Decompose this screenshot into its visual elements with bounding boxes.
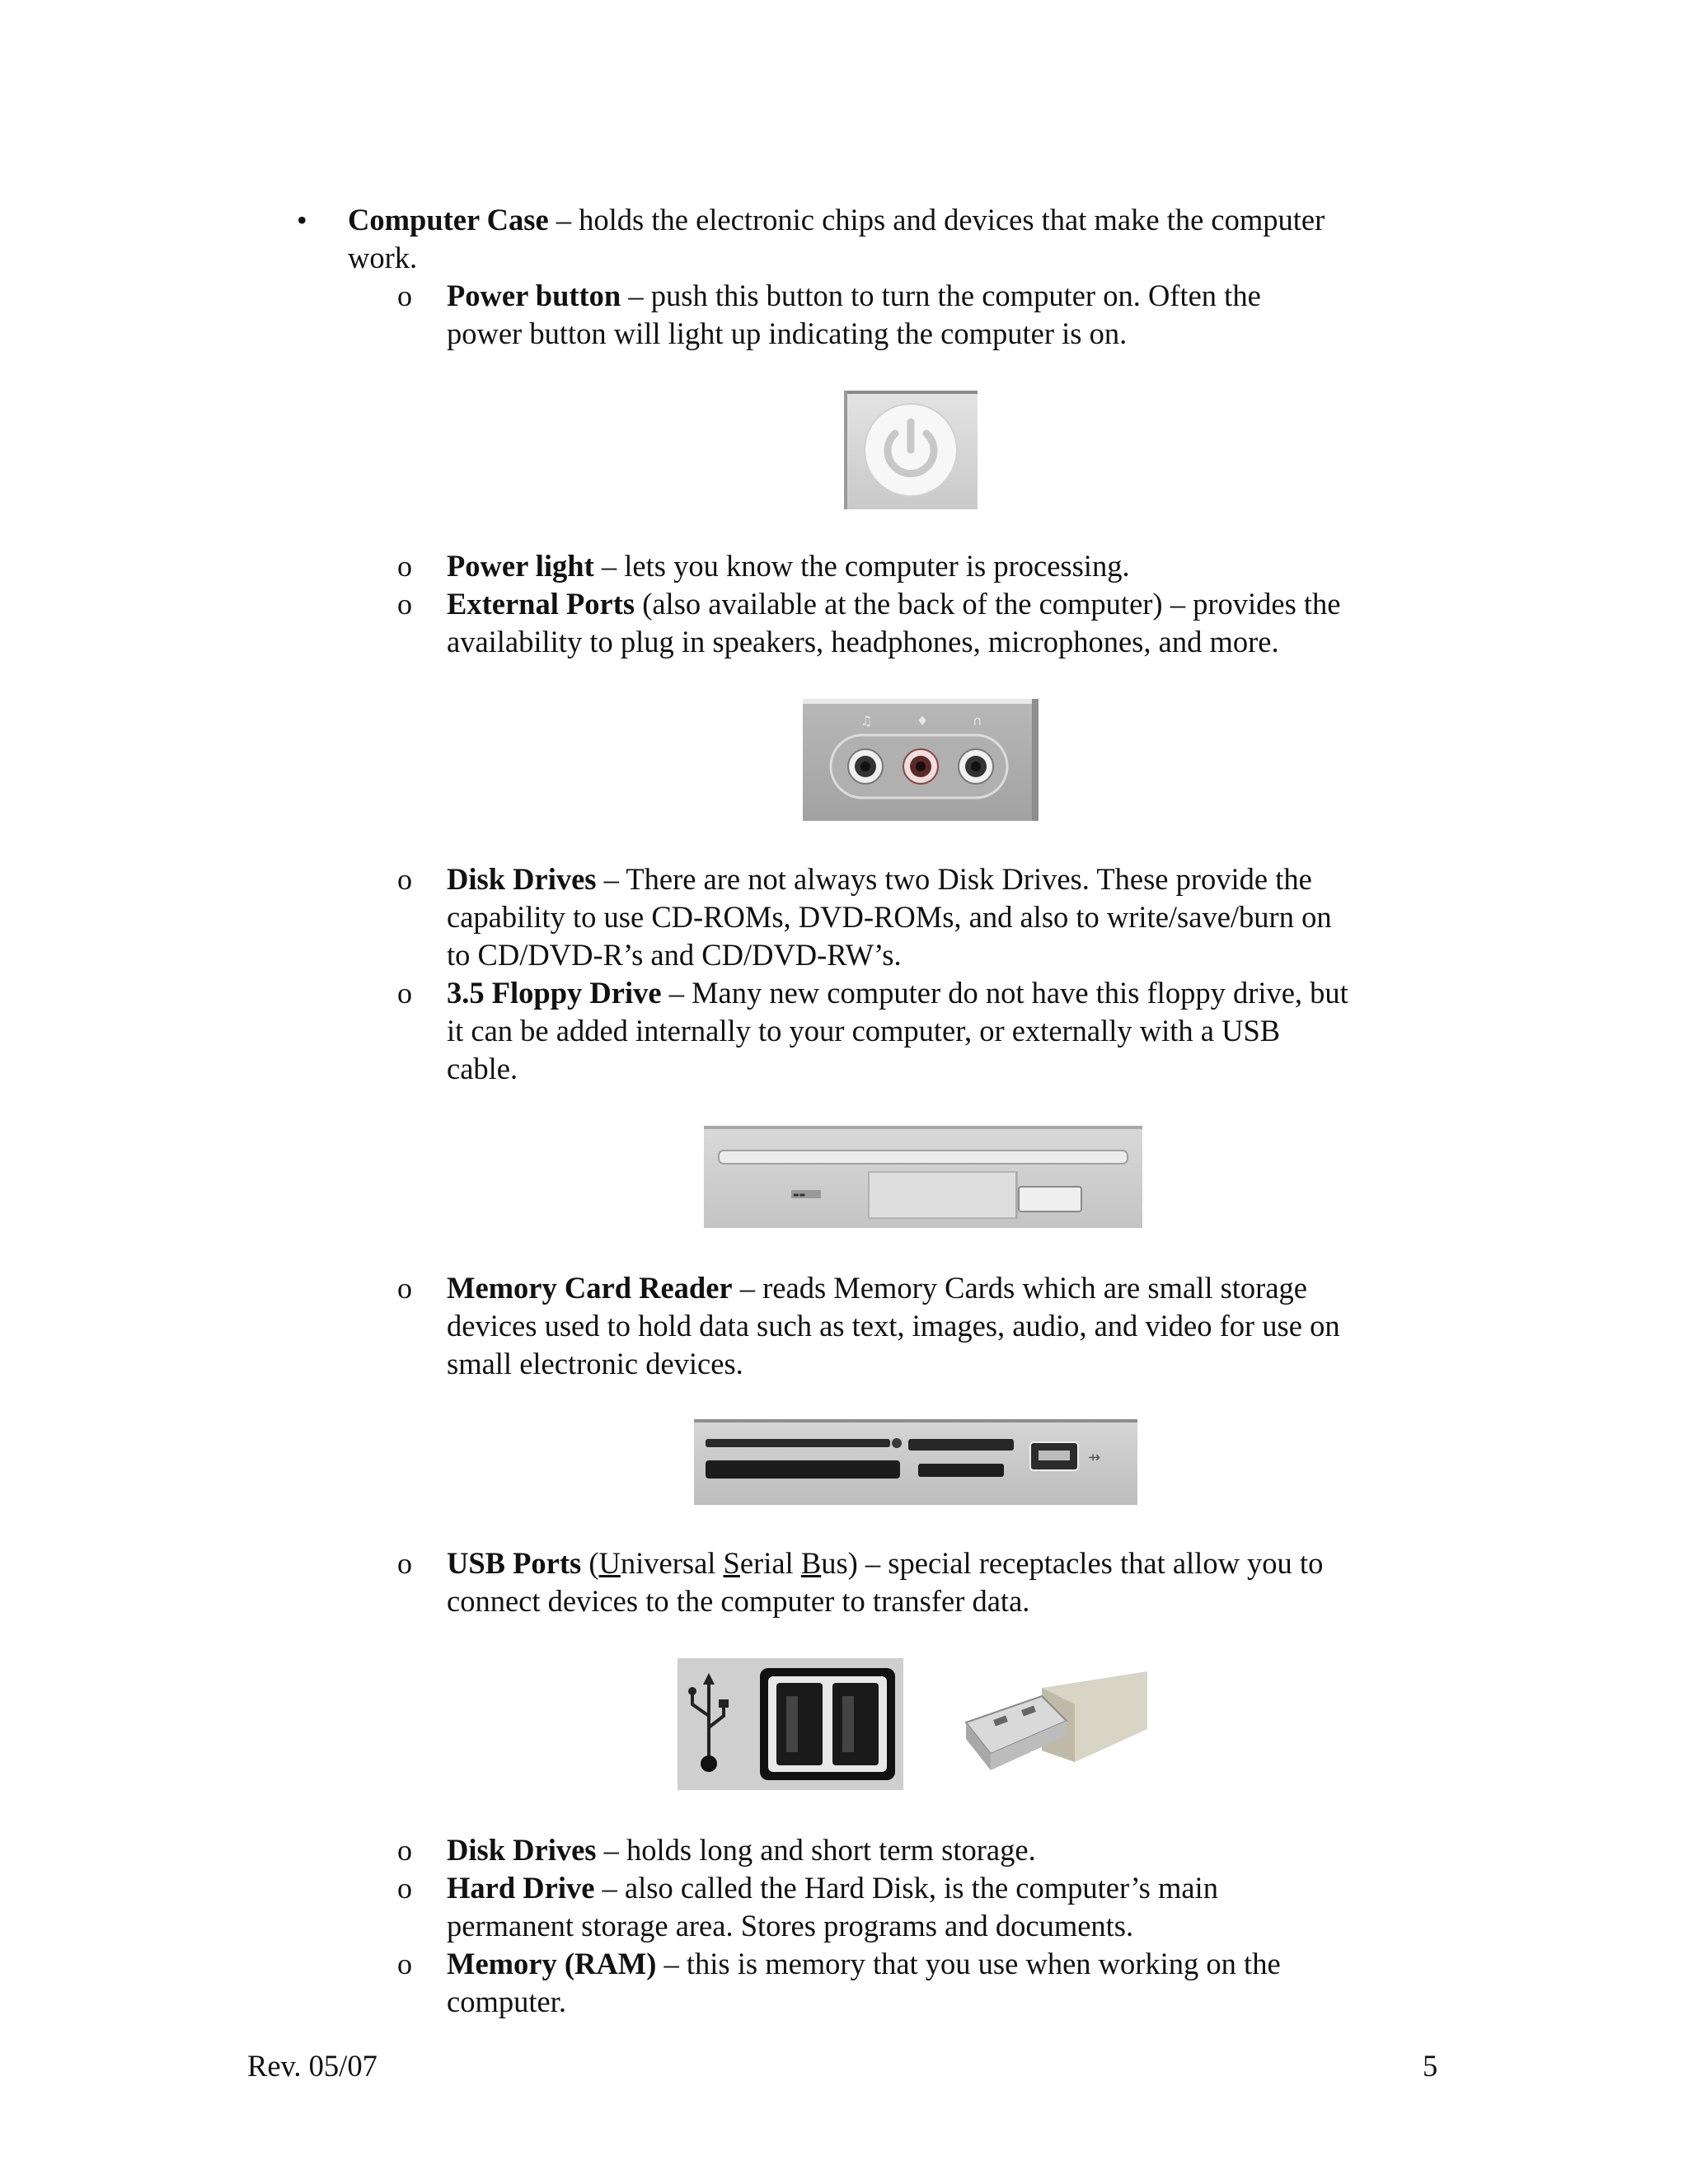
- power-button-line-1: [447, 277, 1261, 315]
- bullet-marker: •: [297, 204, 307, 237]
- sub-bullet-marker: o: [397, 550, 412, 583]
- audio-ports-photo: [803, 699, 1039, 821]
- floppy-desc: – Many new computer do not have this floppy drive, but: [661, 976, 1348, 1010]
- hard-drive-desc: – also called the Hard Disk, is the computer’s main: [594, 1871, 1218, 1905]
- sub-bullet-marker: o: [397, 1947, 412, 1980]
- power-button-desc: – push this button to turn the computer on. Often the: [621, 279, 1261, 312]
- card-reader-term: Memory Card Reader: [447, 1271, 733, 1305]
- eject-button-icon: [1019, 1187, 1081, 1212]
- card-reader-line-3: small electronic devices.: [447, 1347, 743, 1380]
- disk-drives-storage-desc: – holds long and short term storage.: [596, 1833, 1036, 1867]
- sub-bullet-marker: o: [397, 588, 412, 621]
- external-ports-line-2: availability to plug in speakers, headphones, microphones, and more.: [447, 625, 1279, 658]
- external-ports-line-1: [447, 585, 1341, 623]
- svg-text:▬▬: ▬▬: [793, 1191, 806, 1198]
- disk-drives-term: Disk Drives: [447, 862, 597, 896]
- usb-word-erial: erial: [739, 1546, 801, 1580]
- card-reader-line-2: devices used to hold data such as text, images, audio, and video for use on: [447, 1309, 1340, 1343]
- floppy-term: 3.5 Floppy Drive: [447, 976, 662, 1010]
- sub-bullet-marker: o: [397, 1547, 412, 1580]
- hard-drive-term: Hard Drive: [447, 1871, 595, 1905]
- ram-line-2: computer.: [447, 1985, 566, 2018]
- external-ports-desc: (also available at the back of the computer) – provides the: [635, 587, 1341, 621]
- power-light-line: [447, 547, 1130, 585]
- usb-ports-photo: [678, 1658, 903, 1790]
- sub-bullet-marker: o: [397, 1834, 412, 1867]
- usb-word-niversal: niversal: [620, 1546, 724, 1580]
- usb-letter-s: S: [723, 1546, 740, 1580]
- card-reader-desc: – reads Memory Cards which are small storage: [732, 1271, 1307, 1305]
- revision-footer: Rev. 05/07: [247, 2049, 377, 2083]
- svg-text:⇸: ⇸: [1088, 1449, 1101, 1466]
- usb-paren: (: [581, 1546, 599, 1580]
- audio-jack-icon: [959, 749, 993, 784]
- ram-term: Memory (RAM): [447, 1947, 657, 1980]
- svg-text:♫: ♫: [860, 713, 873, 729]
- card-reader-photo: [694, 1419, 1137, 1505]
- power-button-term: Power button: [447, 279, 621, 312]
- sub-bullet-marker: o: [397, 279, 412, 312]
- page-number: 5: [1423, 2049, 1438, 2083]
- power-button-photo: [844, 391, 978, 509]
- computer-case-term: Computer Case: [348, 203, 549, 237]
- usb-port-icon: [776, 1683, 823, 1765]
- power-light-term: Power light: [447, 549, 594, 583]
- sub-bullet-marker: o: [397, 1272, 412, 1305]
- audio-jack-icon: [848, 749, 883, 784]
- hard-drive-line-1: [447, 1869, 1218, 1907]
- usb-ports-line-1: [447, 1544, 1323, 1582]
- disk-drives-line-1: [447, 860, 1312, 898]
- audio-jack-icon: [903, 749, 938, 784]
- usb-letter-b: B: [800, 1546, 822, 1580]
- disk-drives-storage-line: [447, 1831, 1036, 1869]
- svg-text:∩: ∩: [973, 713, 982, 729]
- svg-text:♦: ♦: [917, 713, 929, 729]
- disk-drives-line-2: capability to use CD-ROMs, DVD-ROMs, and also to write/save/burn on: [447, 900, 1332, 934]
- computer-case-line-1: [348, 201, 1325, 239]
- disk-drives-storage-term: Disk Drives: [447, 1833, 597, 1867]
- sub-bullet-marker: o: [397, 977, 412, 1010]
- floppy-line-3: cable.: [447, 1052, 518, 1085]
- usb-word-us: us): [821, 1546, 858, 1580]
- usb-letter-u: U: [598, 1546, 621, 1580]
- power-button-line-2: power button will light up indicating the computer is on.: [447, 316, 1128, 350]
- computer-case-line-2: work.: [348, 241, 418, 274]
- sub-bullet-marker: o: [397, 863, 412, 896]
- floppy-line-1: [447, 974, 1348, 1012]
- usb-ports-desc: – special receptacles that allow you to: [857, 1546, 1324, 1580]
- ram-line-1: [447, 1945, 1281, 1983]
- floppy-drive-photo: [704, 1126, 1142, 1228]
- disk-drives-desc: – There are not always two Disk Drives. These provide the: [596, 862, 1312, 896]
- usb-ports-term: USB Ports: [447, 1546, 582, 1580]
- external-ports-term: External Ports: [447, 587, 635, 621]
- card-reader-line-1: [447, 1269, 1307, 1307]
- floppy-line-2: it can be added internally to your computer, or externally with a USB: [447, 1014, 1281, 1047]
- usb-ports-line-2: connect devices to the computer to transfer data.: [447, 1584, 1030, 1618]
- disk-drives-line-3: to CD/DVD-R’s and CD/DVD-RW’s.: [447, 938, 902, 972]
- computer-case-desc: – holds the electronic chips and devices that make the computer: [548, 203, 1325, 237]
- usb-port-icon: [832, 1683, 879, 1765]
- power-light-desc: – lets you know the computer is processing.: [593, 549, 1130, 583]
- usb-plug-photo: [951, 1671, 1147, 1790]
- hard-drive-line-2: permanent storage area. Stores programs and documents.: [447, 1909, 1134, 1943]
- ram-desc: – this is memory that you use when working on the: [656, 1947, 1281, 1980]
- sub-bullet-marker: o: [397, 1872, 412, 1905]
